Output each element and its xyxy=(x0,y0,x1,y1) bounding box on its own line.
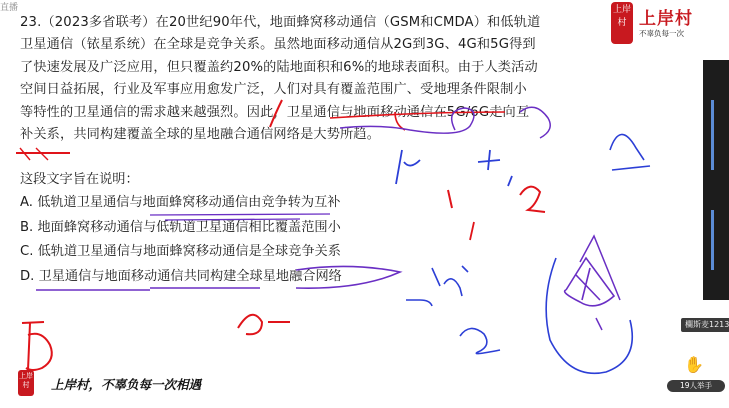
ink-stroke xyxy=(238,315,262,334)
option-a[interactable] xyxy=(20,191,342,216)
ink-stroke xyxy=(432,268,462,296)
logo-title: 上岸村 xyxy=(639,9,693,29)
raise-hand-button[interactable] xyxy=(679,352,709,378)
ink-stroke xyxy=(508,176,512,186)
ink-stroke xyxy=(460,328,500,353)
option-text: 低轨道卫星通信与地面蜂窝移动通信由竞争转为互补 xyxy=(37,195,341,210)
ink-stroke xyxy=(596,318,602,330)
ink-stroke xyxy=(22,322,52,370)
ink-stroke xyxy=(462,266,468,272)
ink-stroke xyxy=(711,100,714,170)
ink-stroke xyxy=(20,148,48,160)
ink-stroke xyxy=(711,210,714,270)
ink-stroke xyxy=(448,187,545,212)
question-line: 补关系，共同构建覆盖全球的星地融合通信网络是大势所趋。 xyxy=(20,127,381,143)
option-key: D. xyxy=(20,268,35,284)
ink-stroke xyxy=(470,222,474,240)
question-line: 卫星通信（铱星系统）在全球是竞争关系。虽然地面移动通信从2G到3G、4G和5G得到 xyxy=(20,37,536,53)
ink-stroke xyxy=(396,150,420,184)
ink-stroke xyxy=(546,258,632,373)
option-c[interactable] xyxy=(20,240,342,265)
question-prompt: 这段文字旨在说明： xyxy=(20,172,139,187)
ink-stroke xyxy=(580,236,620,300)
ink-stroke xyxy=(406,300,432,306)
logo-slogan: 不辜负每一次 xyxy=(639,29,684,38)
raise-hand-count: 19人举手 xyxy=(667,380,725,392)
footer-badge: 上岸村 xyxy=(18,370,34,396)
logo-badge: 上岸村 xyxy=(611,2,633,44)
option-text: 卫星通信与地面移动通信共同构建全球星地融合网络 xyxy=(38,268,342,284)
option-text: 低轨道卫星通信与地面蜂窝移动通信是全球竞争关系 xyxy=(37,244,341,259)
corner-label: 直播 xyxy=(0,3,19,13)
ink-stroke xyxy=(478,150,500,170)
option-d[interactable] xyxy=(20,265,342,290)
question-text xyxy=(20,12,632,146)
option-b[interactable] xyxy=(20,216,342,241)
question-line: 空间日益拓展，行业及军事应用愈发广泛，人们对具有覆盖范围广、受地理条件限制小 xyxy=(20,82,527,98)
option-key: C. xyxy=(20,244,34,259)
option-key: A. xyxy=(20,195,33,210)
question-line: 23.（2023多省联考）在20世纪90年代，地面蜂窝移动通信（GSM和CMDA）和低轨道 xyxy=(20,15,541,30)
answer-options xyxy=(20,191,342,289)
option-key: B. xyxy=(20,219,34,235)
raise-hand-icon: ✋ xyxy=(684,355,704,374)
question-line: 了快速发展及广泛应用，但只覆盖约20%的陆地面积和6%的地球表面积。由于人类活动 xyxy=(20,59,538,75)
ink-stroke xyxy=(565,258,614,306)
question-line: 等特性的卫星通信的需求越来越强烈。因此，卫星通信与地面移动通信在5G/6G走向互 xyxy=(20,104,530,120)
right-edge-panel xyxy=(703,60,729,300)
option-text: 地面蜂窝移动通信与低轨道卫星通信相比覆盖范围小 xyxy=(37,219,341,235)
footer-slogan: 上岸村，不辜负每一次相遇 xyxy=(51,377,202,392)
viewer-label: 欄斯麦1213 xyxy=(681,318,729,332)
